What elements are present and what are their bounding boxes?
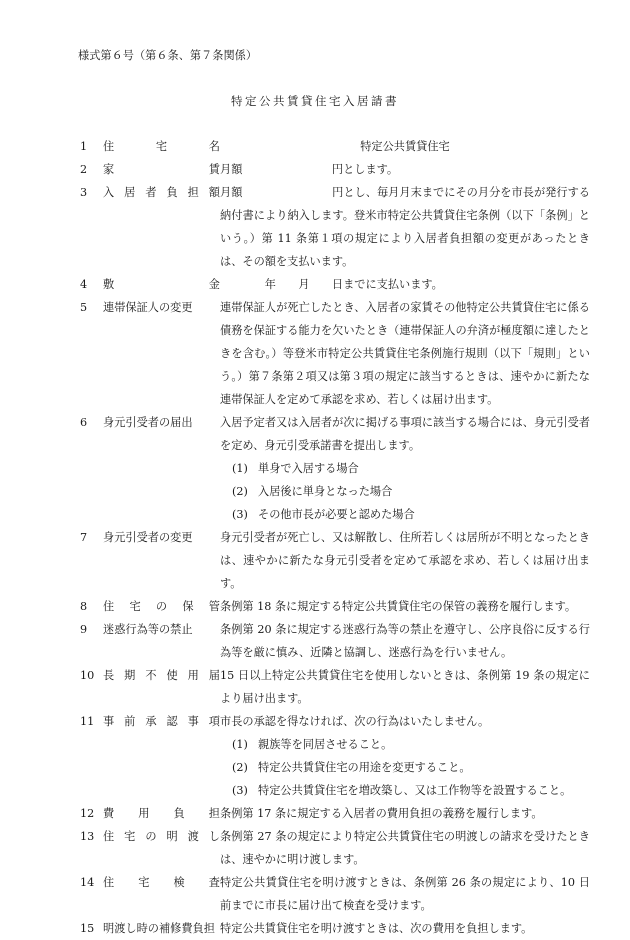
label-char: 事	[187, 715, 199, 728]
clause-label	[103, 273, 220, 296]
clause-number: 14	[80, 876, 95, 889]
document-title: 特定公共賃貸住宅入居請書	[231, 94, 399, 108]
label-char: 保	[182, 600, 194, 613]
label-char: 名	[208, 140, 220, 153]
clause-text: 15 日以上特定公共賃貸住宅を使用しないときは、条例第 19 条の規定により届け出ます。	[220, 669, 590, 705]
list-item	[220, 457, 590, 480]
item-mark: (2)	[232, 761, 248, 774]
label-char: 担	[187, 186, 199, 199]
list-item	[220, 480, 590, 503]
label-char: 住	[103, 600, 115, 613]
clause-text: 条例第 18 条に規定する特定公共賃貸住宅の保管の義務を履行します。	[220, 600, 577, 613]
clause-9	[80, 618, 590, 664]
clause-12	[80, 802, 590, 825]
label-char: 届	[208, 669, 220, 682]
item-text: 単身で入居する場合	[258, 462, 359, 475]
item-mark: (3)	[232, 784, 248, 797]
label-char: 使	[166, 669, 178, 682]
clause-label: 明渡し時の補修費負担	[103, 922, 215, 935]
label-char: の	[155, 600, 168, 613]
clause-text: 月額 円とします。	[220, 163, 399, 176]
clause-number: 2	[80, 163, 88, 176]
list-item	[220, 733, 590, 756]
list-item	[220, 503, 590, 526]
item-mark: (3)	[232, 508, 248, 521]
clause-10	[80, 664, 590, 710]
clause-number: 5	[80, 301, 88, 314]
label-char: 宅	[129, 600, 141, 613]
label-char: 住	[103, 876, 115, 889]
label-char: 前	[124, 715, 136, 728]
clause-15	[80, 917, 590, 940]
label-char: 費	[103, 807, 115, 820]
clause-text: 特定公共賃貸住宅	[360, 140, 450, 153]
clause-text	[220, 710, 590, 802]
item-text: 特定公共賃貸住宅の用途を変更すること。	[258, 761, 471, 774]
label-char: 家	[103, 163, 115, 176]
label-char: 管	[208, 600, 220, 613]
clause-label	[103, 664, 220, 687]
clause-number: 12	[80, 807, 95, 820]
clause-number: 13	[80, 830, 95, 843]
item-text: その他市長が必要と認めた場合	[258, 508, 415, 521]
list-item	[220, 756, 590, 779]
label-char: 住	[103, 140, 115, 153]
clause-2	[80, 158, 590, 181]
clause-label: 身元引受者の届出	[103, 416, 193, 429]
clause-text: 条例第 20 条に規定する迷惑行為等の禁止を遵守し、公序良俗に反する行為等を厳に慎み、近隣と協調し、迷惑行為を行いません。	[220, 623, 590, 659]
clause-number: 8	[80, 600, 88, 613]
clause-11	[80, 710, 590, 802]
clause-label	[103, 595, 220, 618]
clause-text: 特定公共賃貸住宅を明け渡すときは、条例第 26 条の規定により、10 日前までに市長に届け出て検査を受けます。	[220, 876, 590, 912]
clause-label	[103, 135, 220, 158]
clause-text: 特定公共賃貸住宅を明け渡すときは、次の費用を負担します。	[220, 922, 533, 935]
label-char: 宅	[155, 140, 168, 153]
clause-3	[80, 181, 590, 273]
label-char: の	[145, 830, 157, 843]
label-char: 者	[145, 186, 157, 199]
label-char: 負	[166, 186, 178, 199]
clause-number: 3	[80, 186, 88, 199]
clause-text: 月額 円とし、毎月月末までにその月分を市長が発行する納付書により納入します。登米市特定公共賃貸住宅条例（以下「条例」という。）第 11 条第１項の規定により入居者負担額の変更があったときは、その額を支払います。	[220, 186, 590, 268]
clause-4	[80, 273, 590, 296]
label-char: 敷	[103, 278, 115, 291]
clause-7	[80, 526, 590, 595]
clause-1	[80, 135, 590, 158]
label-char: 渡	[187, 830, 199, 843]
clause-list	[80, 135, 590, 940]
label-char: 居	[124, 186, 136, 199]
label-char: 検	[173, 876, 185, 889]
clause-label: 身元引受者の変更	[103, 531, 193, 544]
clause-number: 9	[80, 623, 88, 636]
label-char: 宅	[138, 876, 150, 889]
clause-label	[103, 181, 220, 204]
clause-text	[220, 411, 590, 526]
clause-6	[80, 411, 590, 526]
clause-number: 7	[80, 531, 88, 544]
clause-number: 10	[80, 669, 95, 682]
item-mark: (1)	[232, 738, 248, 751]
label-char: 額	[208, 186, 220, 199]
clause-text: 条例第 27 条の規定により特定公共賃貸住宅の明渡しの請求を受けたときは、速やかに明け渡します。	[220, 830, 590, 866]
clause-8	[80, 595, 590, 618]
clause-label	[103, 825, 220, 848]
item-text: 入居後に単身となった場合	[258, 485, 393, 498]
list-item	[220, 779, 590, 802]
clause-label	[103, 158, 220, 181]
clause-label: 迷惑行為等の禁止	[103, 623, 193, 636]
clause-5	[80, 296, 590, 411]
label-char: 用	[187, 669, 199, 682]
clause-label	[103, 710, 220, 733]
label-char: 認	[166, 715, 178, 728]
clause-text: 身元引受者が死亡し、又は解散し、住所若しくは居所が不明となったときは、速やかに新たな身元引受者を定めて承認を求め、若しくは届け出ます。	[220, 531, 590, 590]
clause-number: 6	[80, 416, 88, 429]
item-text: 親族等を同居させること。	[258, 738, 393, 751]
label-char: 入	[103, 186, 115, 199]
label-char: 住	[103, 830, 115, 843]
clause-number: 11	[80, 715, 95, 728]
item-text: 特定公共賃貸住宅を増改築し、又は工作物等を設置すること。	[258, 784, 572, 797]
clause-label: 連帯保証人の変更	[103, 301, 193, 314]
label-char: 査	[208, 876, 220, 889]
clause-number: 15	[80, 922, 95, 935]
item-mark: (2)	[232, 485, 248, 498]
clause-14	[80, 871, 590, 917]
clause-label	[103, 871, 220, 894]
label-char: 長	[103, 669, 115, 682]
label-char: 宅	[124, 830, 136, 843]
clause-body: 入居予定者又は入居者が次に掲げる事項に該当する場合には、身元引受者を定め、身元引受承諾書を提出します。	[220, 416, 590, 452]
clause-number: 1	[80, 140, 88, 153]
clause-text: 連帯保証人が死亡したとき、入居者の家賃その他特定公共賃貸住宅に係る債務を保証する能力を欠いたとき（連帯保証人の弁済が極度額に達したときを含む。）等登米市特定公共賃貸住宅条例施行規則（以下「規則」という。）第７条第２項又は第３項の規定に該当するときは、速やかに新たな連帯保証人を定めて承認を求め、若しくは届け出ます。	[220, 301, 590, 406]
label-char: 担	[208, 807, 220, 820]
label-char: 明	[166, 830, 178, 843]
clause-text: 条例第 17 条に規定する入居者の費用負担の義務を履行します。	[220, 807, 543, 820]
clause-label	[103, 802, 220, 825]
label-char: 用	[138, 807, 150, 820]
clause-text: 年 月 日までに支払います。	[220, 278, 443, 291]
label-char: 賃	[208, 163, 220, 176]
label-char: 負	[173, 807, 185, 820]
label-char: 不	[145, 669, 157, 682]
label-char: 承	[145, 715, 157, 728]
item-mark: (1)	[232, 462, 248, 475]
form-number: 様式第６号（第６条、第７条関係）	[78, 49, 258, 62]
clause-number: 4	[80, 278, 88, 291]
label-char: 項	[208, 715, 220, 728]
clause-13	[80, 825, 590, 871]
label-char: 事	[103, 715, 115, 728]
label-char: 金	[208, 278, 220, 291]
label-char: 期	[124, 669, 136, 682]
clause-body: 市長の承認を得なければ、次の行為はいたしません。	[220, 715, 490, 728]
label-char: し	[208, 830, 220, 843]
